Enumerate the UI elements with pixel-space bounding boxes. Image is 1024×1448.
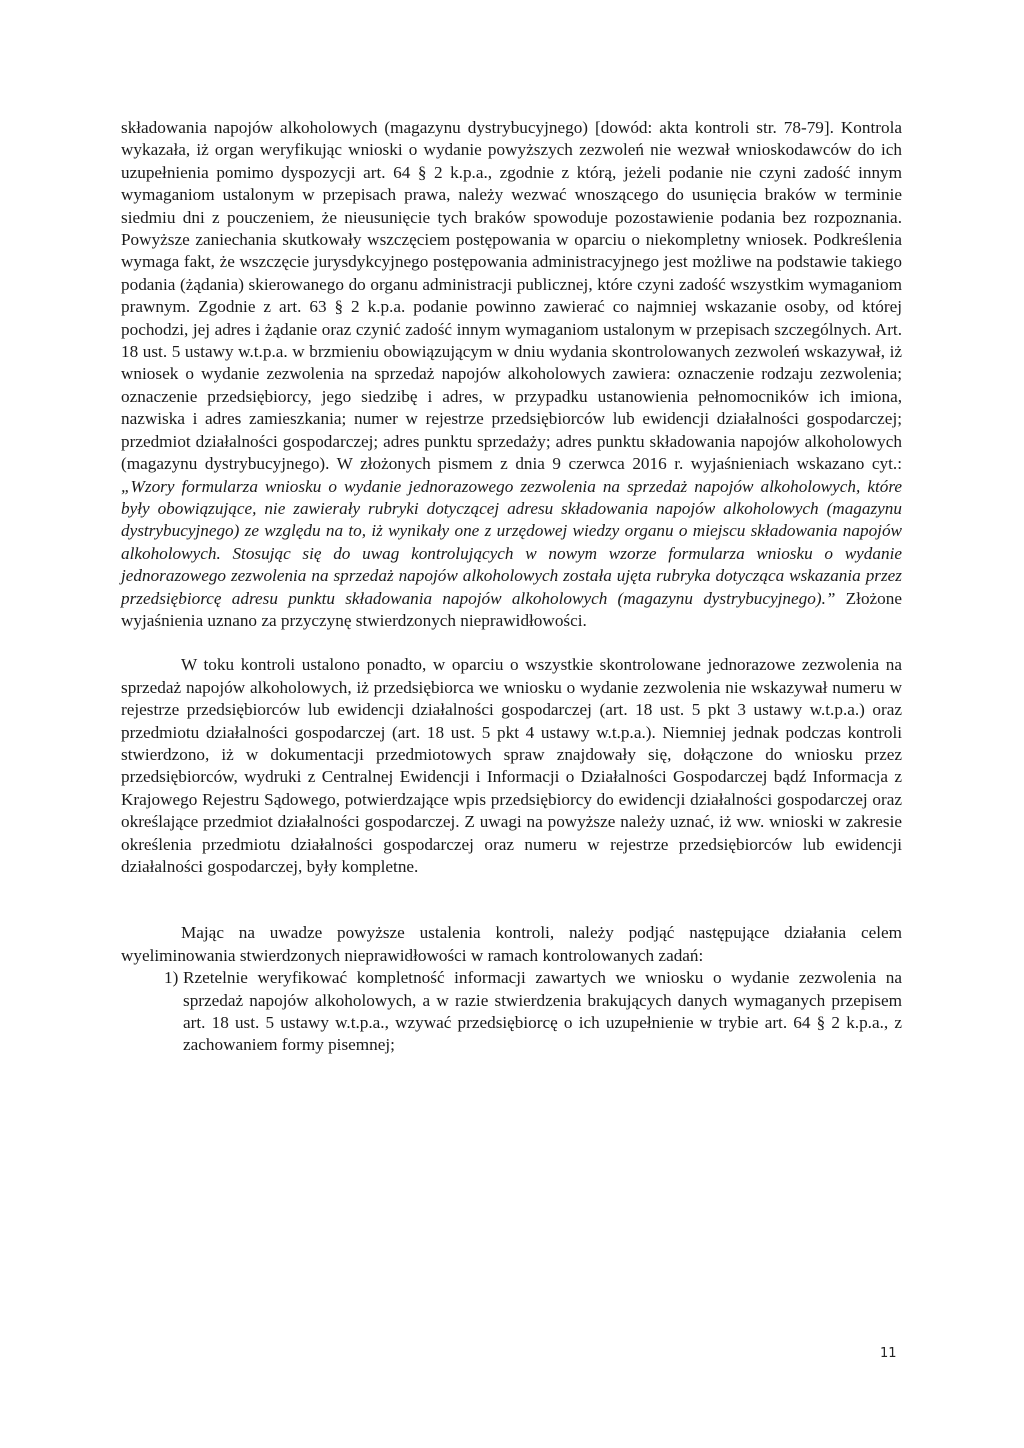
- paragraph-findings-conclusion: Złożone wyjaśnienia uznano za przyczynę stwierdzonych nieprawidłowości.: [121, 588, 902, 630]
- document-page: [121, 117, 902, 1057]
- paragraph-recommendations-intro: Mając na uwadze powyższe ustalenia kontroli, należy podjąć następujące działania celem wyeliminowania stwierdzonych nieprawidłowości w ramach kontrolowanych zadań:: [121, 923, 902, 965]
- list-item: [121, 967, 902, 1057]
- list-item-number: 1): [164, 968, 179, 988]
- page-number: 11: [880, 1346, 897, 1361]
- recommendations-list: [121, 967, 902, 1057]
- list-item-text: Rzetelnie weryfikować kompletność informacji zawartych we wniosku o wydanie zezwolenia na sprzedaż napojów alkoholowych, a w razie stwierdzenia brakujących danych wymaganych przepisem art. 18 ust. 5 ustawy w.t.p.a., wzywać przedsiębiorcę o ich uzupełnienie w trybie art. 64 § 2 k.p.a., z zachowaniem formy pisemnej;: [183, 968, 902, 1055]
- quoted-explanation: „Wzory formularza wniosku o wydanie jednorazowego zezwolenia na sprzedaż napojów alkoholowych, które były obowiązujące, nie zawierały rubryki dotyczącej adresu składowania napojów alkoholowych (magazynu dystrybucyjnego) ze względu na to, iż wynikały one z urzędowej wiedzy organu o miejscu składowania napojów alkoholowych. Stosując się do uwag kontrolujących w nowym wzorze formularza wniosku o wydanie jednorazowego zezwolenia na sprzedaż napojów alkoholowych została ujęta rubryka dotycząca wskazania przez przedsiębiorcę adresu punktu składowania napojów alkoholowych (magazynu dystrybucyjnego).”: [121, 476, 902, 608]
- paragraph-additional-findings: W toku kontroli ustalono ponadto, w oparciu o wszystkie skontrolowane jednorazowe zezwolenia na sprzedaż napojów alkoholowych, iż przedsiębiorca we wniosku o wydanie zezwolenia nie wskazywał numeru w rejestrze przedsiębiorców lub ewidencji działalności gospodarczej (art. 18 ust. 5 pkt 3 ustawy w.t.p.a.) oraz przedmiotu działalności gospodarczej (art. 18 ust. 5 pkt 4 ustawy w.t.p.a.). Niemniej jednak podczas kontroli stwierdzono, iż w dokumentacji przedmiotowych spraw znajdowały się, dołączone do wniosku przez przedsiębiorców, wydruki z Centralnej Ewidencji i Informacji o Działalności Gospodarczej bądź Informacja z Krajowego Rejestru Sądowego, potwierdzające wpis przedsiębiorcy do ewidencji działalności gospodarczej oraz określające przedmiot działalności gospodarczej. Z uwagi na powyższe należy uznać, iż ww. wnioski w zakresie określenia przedmiotu działalności gospodarczej oraz numeru w rejestrze przedsiębiorców lub ewidencji działalności gospodarczej, były kompletne.: [121, 655, 902, 876]
- paragraph-findings-text: składowania napojów alkoholowych (magazynu dystrybucyjnego) [dowód: akta kontroli str. 78-79]. Kontrola wykazała, iż organ weryfikując wnioski o wydanie powyższych zezwoleń nie wezwał wnioskodawców do ich uzupełnienia pomimo dyspozycji art. 64 § 2 k.p.a., zgodnie z którą, jeżeli podanie nie czyni zadość innym wymaganiom ustalonym w przepisach prawa, należy wezwać wnoszącego do usunięcia braków w terminie siedmiu dni z pouczeniem, że nieusunięcie tych braków spowoduje pozostawienie podania bez rozpoznania. Powyższe zaniechania skutkowały wszczęciem postępowania w oparciu o niekompletny wniosek. Podkreślenia wymaga fakt, że wszczęcie jurysdykcyjnego postępowania administracyjnego jest możliwe na podstawie takiego podania (żądania) skierowanego do organu administracji publicznej, które czyni zadość wszystkim wymaganiom prawnym. Zgodnie z art. 63 § 2 k.p.a. podanie powinno zawierać co najmniej wskazanie osoby, od której pochodzi, jej adres i żądanie oraz czynić zadość innym wymaganiom ustalonym w przepisach szczególnych. Art. 18 ust. 5 ustawy w.t.p.a. w brzmieniu obowiązującym w dniu wydania skontrolowanych zezwoleń wskazywał, iż wniosek o wydanie zezwolenia na sprzedaż napojów alkoholowych zawiera: oznaczenie rodzaju zezwolenia; oznaczenie przedsiębiorcy, jego siedzibę i adres, w przypadku ustanowienia pełnomocników ich imiona, nazwiska i adres zamieszkania; numer w rejestrze przedsiębiorców lub ewidencji działalności gospodarczej; przedmiot działalności gospodarczej; adres punktu sprzedaży; adres punktu składowania napojów alkoholowych (magazynu dystrybucyjnego). W złożonych pismem z dnia 9 czerwca 2016 r. wyjaśnieniach wskazano cyt.:: [121, 118, 902, 474]
- paragraph-findings: [121, 117, 902, 632]
